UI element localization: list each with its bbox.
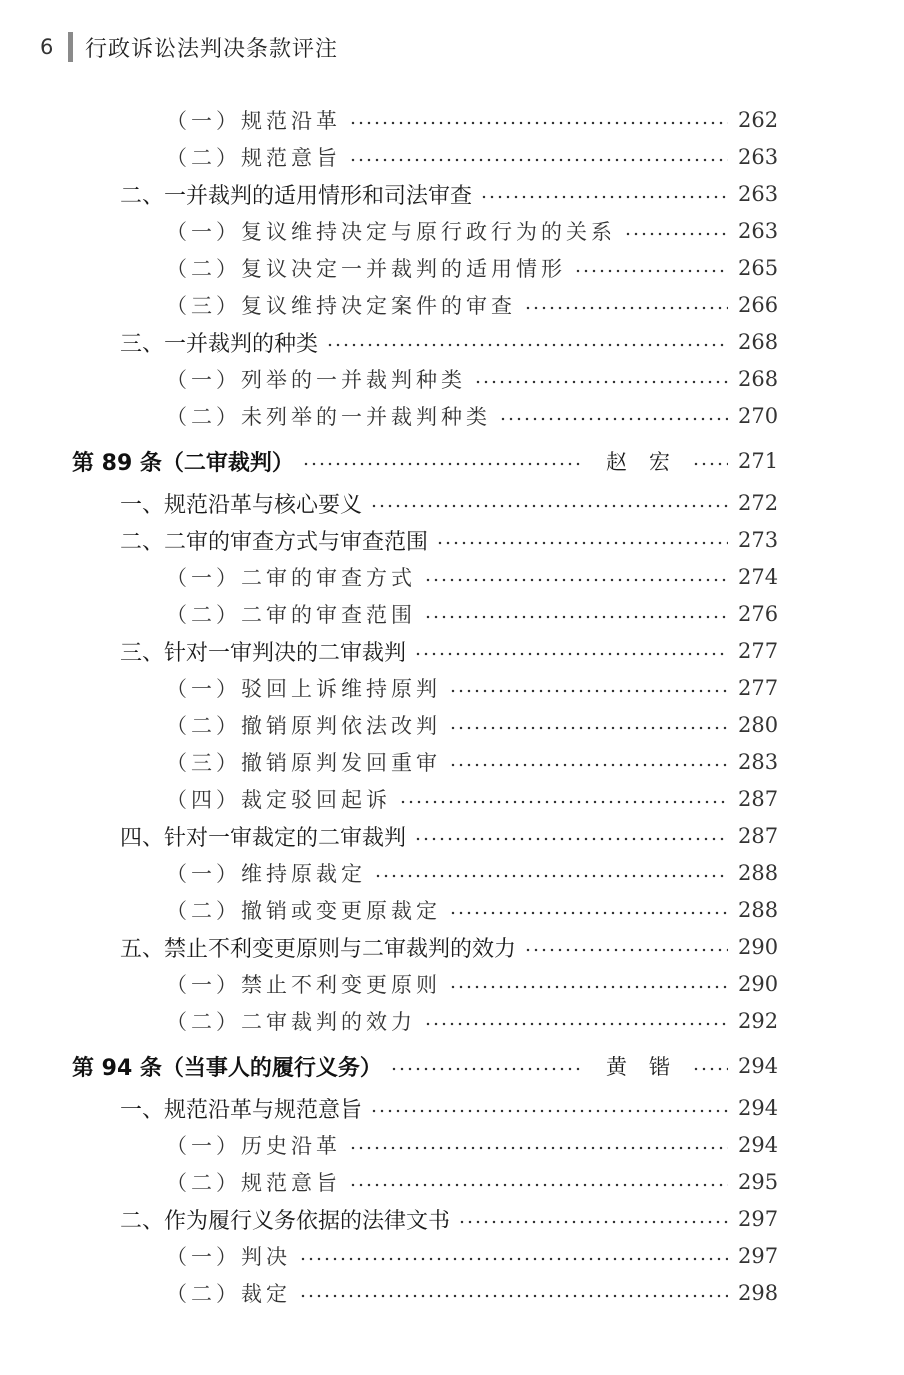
toc-entry-page: 263 [738, 219, 779, 243]
toc-section-entry [0, 325, 904, 359]
toc-entry-page: 263 [738, 182, 779, 206]
dot-leader [624, 232, 728, 236]
toc-subsection-entry [0, 1165, 904, 1199]
toc-entry-page: 266 [738, 293, 779, 317]
toc-entry-page: 290 [738, 935, 779, 959]
dot-leader [399, 800, 728, 804]
toc-subsection-entry [0, 560, 904, 594]
toc-entry-page: 277 [738, 639, 779, 663]
toc-entry-title: （一）驳回上诉维持原判 [166, 677, 441, 701]
dot-leader [692, 1067, 728, 1071]
toc-entry-page: 288 [738, 861, 779, 885]
toc-entry-title: （三）撤销原判发回重审 [166, 751, 441, 775]
toc-section-entry [0, 486, 904, 520]
toc-entry-title: （二）裁定 [166, 1282, 291, 1306]
toc-entry-page: 268 [738, 330, 779, 354]
toc-entry-author: 赵宏 [606, 450, 692, 474]
toc-entry-page: 270 [738, 404, 779, 428]
header-divider [68, 32, 73, 62]
toc-subsection-entry [0, 251, 904, 285]
dot-leader [370, 1109, 728, 1113]
toc-entry-page: 276 [738, 602, 779, 626]
dot-leader [524, 948, 728, 952]
toc-entry-title: 三、针对一审判决的二审裁判 [120, 640, 407, 666]
toc-entry-title: （一）历史沿革 [166, 1134, 341, 1158]
toc-entry-page: 272 [738, 491, 779, 515]
toc-entry-title: （三）复议维持决定案件的审查 [166, 294, 516, 318]
toc-entry-page: 283 [738, 750, 779, 774]
dot-leader [374, 874, 728, 878]
dot-leader [349, 158, 728, 162]
dot-leader [499, 417, 728, 421]
toc-subsection-entry [0, 362, 904, 396]
dot-leader [414, 652, 728, 656]
toc-entry-title: （二）规范意旨 [166, 1171, 341, 1195]
toc-entry-title: （二）二审裁判的效力 [166, 1010, 416, 1034]
toc-entry-title: （一）复议维持决定与原行政行为的关系 [166, 220, 616, 244]
toc-entry-page: 290 [738, 972, 779, 996]
toc-entry-page: 274 [738, 565, 779, 589]
toc-section-entry [0, 177, 904, 211]
toc-section-entry [0, 523, 904, 557]
toc-section-entry [0, 1091, 904, 1125]
toc-subsection-entry [0, 103, 904, 137]
toc-entry-title: （二）二审的审查范围 [166, 603, 416, 627]
toc-entry-page: 287 [738, 787, 779, 811]
dot-leader [299, 1294, 728, 1298]
toc-entry-title: （一）列举的一并裁判种类 [166, 368, 466, 392]
toc-entry-title: （二）撤销或变更原裁定 [166, 899, 441, 923]
toc-entry-page: 271 [738, 449, 779, 473]
toc-subsection-entry [0, 856, 904, 890]
toc-entry-page: 268 [738, 367, 779, 391]
running-header [40, 30, 338, 64]
dot-leader [424, 1022, 728, 1026]
toc-entry-title: （一）判决 [166, 1245, 291, 1269]
dot-leader [449, 911, 728, 915]
dot-leader [326, 343, 728, 347]
toc-entry-title: （一）规范沿革 [166, 109, 341, 133]
toc-entry-title: （二）未列举的一并裁判种类 [166, 405, 491, 429]
toc-entry-page: 273 [738, 528, 779, 552]
toc-subsection-entry [0, 782, 904, 816]
dot-leader [370, 504, 728, 508]
toc-subsection-entry [0, 214, 904, 248]
dot-leader [449, 726, 728, 730]
toc-section-entry [0, 819, 904, 853]
toc-entry-page: 295 [738, 1170, 779, 1194]
toc-subsection-entry [0, 1004, 904, 1038]
dot-leader [474, 380, 728, 384]
toc-entry-page: 294 [738, 1054, 779, 1078]
toc-subsection-entry [0, 1128, 904, 1162]
toc-subsection-entry [0, 1239, 904, 1273]
toc-subsection-entry [0, 399, 904, 433]
dot-leader [449, 689, 728, 693]
toc-subsection-entry [0, 745, 904, 779]
toc-entry-page: 288 [738, 898, 779, 922]
book-title: 行政诉讼法判决条款评注 [85, 36, 339, 62]
dot-leader [349, 121, 728, 125]
toc-section-entry [0, 634, 904, 668]
dot-leader [692, 462, 728, 466]
toc-entry-page: 287 [738, 824, 779, 848]
toc-entry-page: 277 [738, 676, 779, 700]
page-number: 6 [40, 35, 54, 59]
dot-leader [436, 541, 728, 545]
toc-article-entry [0, 444, 904, 478]
toc-entry-title: 三、一并裁判的种类 [120, 331, 319, 357]
toc-entry-page: 280 [738, 713, 779, 737]
toc-entry-title: 一、规范沿革与规范意旨 [120, 1097, 363, 1123]
toc-entry-page: 294 [738, 1096, 779, 1120]
toc-section-entry [0, 1202, 904, 1236]
toc-entry-title: 一、规范沿革与核心要义 [120, 492, 363, 518]
toc-subsection-entry [0, 1276, 904, 1310]
toc-entry-title: （一）禁止不利变更原则 [166, 973, 441, 997]
toc-entry-title: （一）二审的审查方式 [166, 566, 416, 590]
toc-subsection-entry [0, 967, 904, 1001]
toc-entry-title: 二、一并裁判的适用情形和司法审查 [120, 183, 473, 209]
toc-entry-title: （一）维持原裁定 [166, 862, 366, 886]
toc-section-entry [0, 930, 904, 964]
toc-entry-title: 第 94 条（当事人的履行义务） [72, 1055, 382, 1081]
toc-entry-title: （二）规范意旨 [166, 146, 341, 170]
toc-entry-title: 五、禁止不利变更原则与二审裁判的效力 [120, 936, 517, 962]
dot-leader [574, 269, 728, 273]
dot-leader [424, 615, 728, 619]
toc-entry-title: （四）裁定驳回起诉 [166, 788, 391, 812]
dot-leader [299, 1257, 728, 1261]
toc-entry-title: （二）复议决定一并裁判的适用情形 [166, 257, 566, 281]
toc-subsection-entry [0, 597, 904, 631]
toc-entry-title: 四、针对一审裁定的二审裁判 [120, 825, 407, 851]
toc-entry-title: 二、二审的审查方式与审查范围 [120, 529, 429, 555]
toc-subsection-entry [0, 288, 904, 322]
dot-leader [349, 1146, 728, 1150]
toc-entry-page: 262 [738, 108, 779, 132]
toc-entry-title: 第 89 条（二审裁判） [72, 450, 294, 476]
toc-entry-page: 294 [738, 1133, 779, 1157]
toc-entry-page: 292 [738, 1009, 779, 1033]
dot-leader [480, 195, 728, 199]
toc-entry-page: 263 [738, 145, 779, 169]
dot-leader [414, 837, 728, 841]
dot-leader [302, 462, 584, 466]
dot-leader [390, 1067, 584, 1071]
toc-entry-page: 297 [738, 1207, 779, 1231]
dot-leader [458, 1220, 728, 1224]
toc-subsection-entry [0, 893, 904, 927]
dot-leader [524, 306, 728, 310]
toc-article-entry [0, 1049, 904, 1083]
toc-entry-title: （二）撤销原判依法改判 [166, 714, 441, 738]
dot-leader [349, 1183, 728, 1187]
dot-leader [424, 578, 728, 582]
toc-entry-page: 297 [738, 1244, 779, 1268]
toc-subsection-entry [0, 671, 904, 705]
dot-leader [449, 763, 728, 767]
toc-subsection-entry [0, 140, 904, 174]
toc-entry-title: 二、作为履行义务依据的法律文书 [120, 1208, 451, 1234]
toc-entry-page: 265 [738, 256, 779, 280]
toc-entry-author: 黄锴 [606, 1055, 692, 1079]
dot-leader [449, 985, 728, 989]
toc-subsection-entry [0, 708, 904, 742]
toc-entry-page: 298 [738, 1281, 779, 1305]
